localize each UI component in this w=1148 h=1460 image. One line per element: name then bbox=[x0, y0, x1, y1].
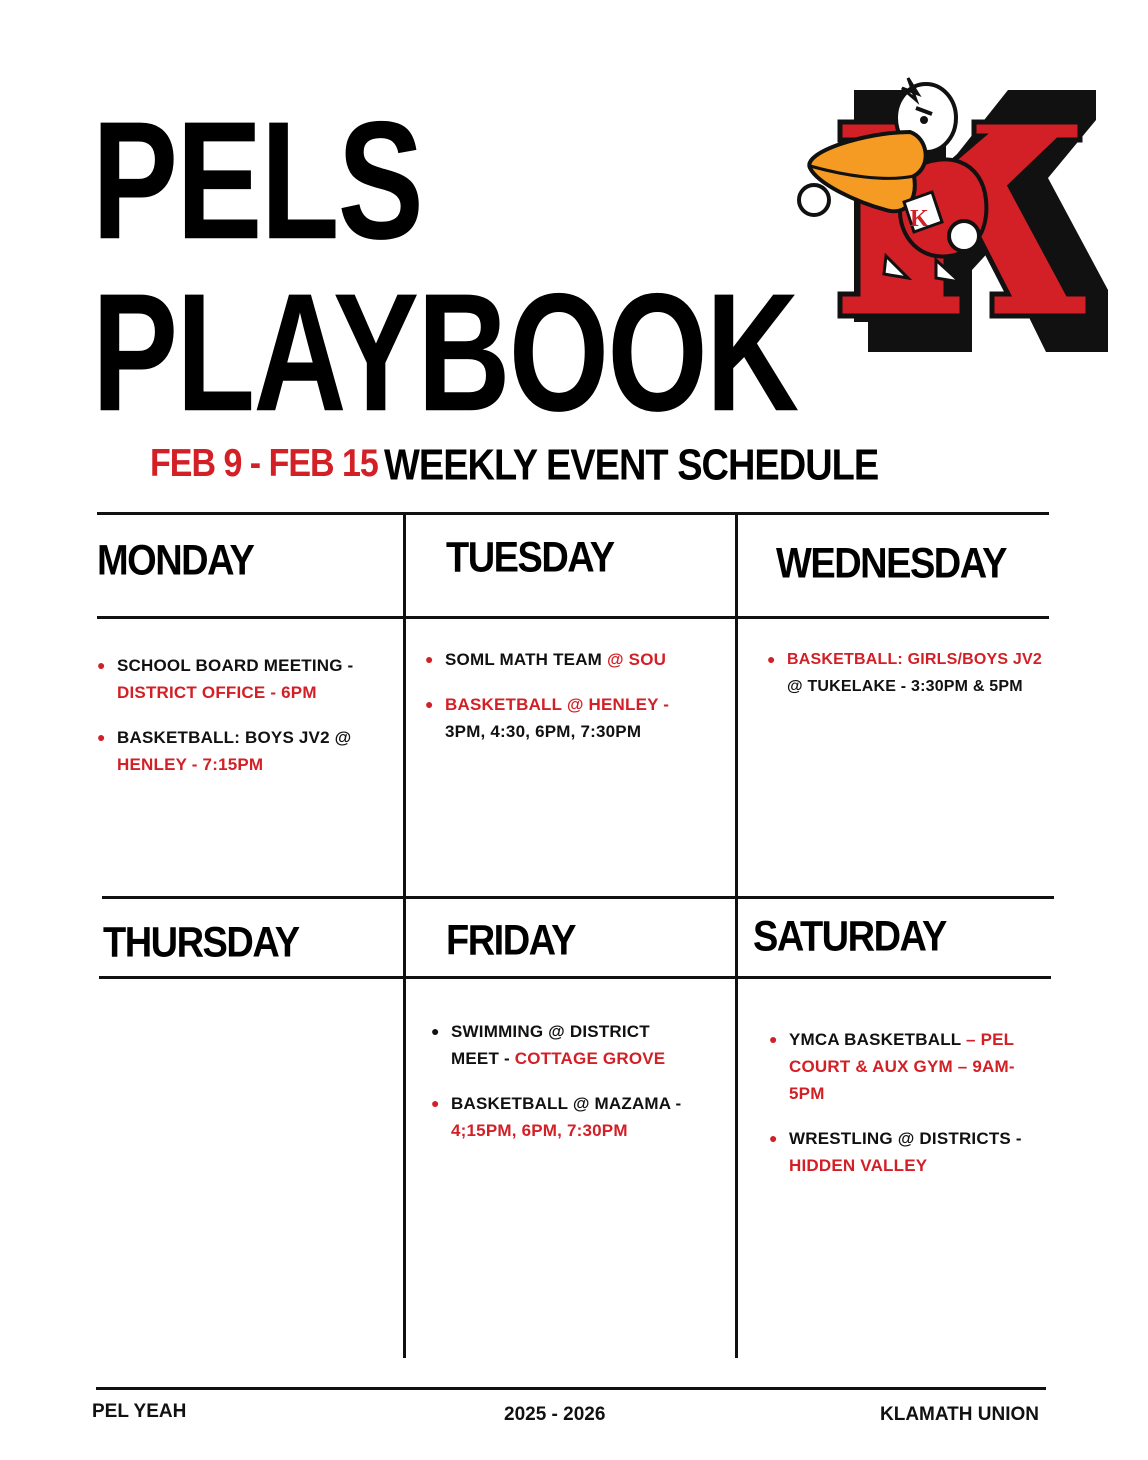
footer-center: 2025 - 2026 bbox=[504, 1404, 606, 1425]
title-line-1: PELS bbox=[92, 85, 423, 275]
bullet-icon: ● bbox=[431, 1023, 440, 1039]
grid-line-middle bbox=[102, 896, 1054, 899]
title-line-2: PLAYBOOK bbox=[92, 257, 798, 447]
day-heading-saturday: SATURDAY bbox=[753, 913, 946, 961]
events-wednesday bbox=[767, 646, 1057, 718]
bullet-icon: ● bbox=[769, 1130, 778, 1146]
bullet-icon: ● bbox=[425, 651, 434, 667]
footer-right: KLAMATH UNION bbox=[880, 1404, 1040, 1425]
footer-line bbox=[96, 1387, 1046, 1390]
list-item: ● BASKETBALL @ HENLEY - 3PM, 4:30, 6PM, 7:30PM bbox=[425, 691, 730, 745]
grid-line-col2 bbox=[735, 514, 738, 1358]
date-range: FEB 9 - FEB 15 bbox=[150, 441, 378, 486]
svg-text:K: K bbox=[910, 206, 929, 232]
day-heading-monday: MONDAY bbox=[97, 537, 254, 585]
bullet-icon: ● bbox=[767, 651, 776, 667]
grid-line-col1 bbox=[403, 514, 406, 1358]
list-item: ● BASKETBALL @ MAZAMA - 4;15PM, 6PM, 7:30PM bbox=[431, 1090, 731, 1144]
day-heading-thursday: THURSDAY bbox=[103, 919, 299, 967]
bullet-icon: ● bbox=[431, 1095, 440, 1111]
bullet-icon: ● bbox=[425, 696, 434, 712]
list-item: ● BASKETBALL: BOYS JV2 @ HENLEY - 7:15PM bbox=[97, 724, 397, 778]
list-item: ● SWIMMING @ DISTRICT MEET - COTTAGE GROVE bbox=[431, 1018, 731, 1072]
grid-line-top bbox=[97, 512, 1049, 515]
bullet-icon: ● bbox=[97, 657, 106, 673]
grid-line-row1-header bbox=[97, 616, 1049, 619]
bullet-icon: ● bbox=[769, 1031, 778, 1047]
schedule-subtitle: WEEKLY EVENT SCHEDULE bbox=[384, 441, 879, 490]
events-monday bbox=[97, 652, 397, 796]
events-friday bbox=[431, 1018, 731, 1162]
bullet-icon: ● bbox=[97, 729, 106, 745]
list-item: ● SCHOOL BOARD MEETING - DISTRICT OFFICE - 6PM bbox=[97, 652, 397, 706]
list-item: ● WRESTLING @ DISTRICTS - HIDDEN VALLEY bbox=[769, 1125, 1059, 1179]
list-item: ● YMCA BASKETBALL – PEL COURT & AUX GYM – 9AM- 5PM bbox=[769, 1026, 1059, 1107]
list-item: ● SOML MATH TEAM @ SOU bbox=[425, 646, 730, 673]
day-heading-friday: FRIDAY bbox=[446, 917, 575, 965]
day-heading-tuesday: TUESDAY bbox=[446, 534, 614, 582]
grid-line-row2-header bbox=[99, 976, 1051, 979]
events-tuesday bbox=[425, 646, 730, 763]
footer-left: PEL YEAH bbox=[92, 1401, 187, 1422]
day-heading-wednesday: WEDNESDAY bbox=[776, 540, 1007, 588]
pelican-mascot-k-logo bbox=[796, 60, 1118, 356]
events-saturday bbox=[769, 1026, 1059, 1197]
list-item: ● BASKETBALL: GIRLS/BOYS JV2 @ TUKELAKE - 3:30PM & 5PM bbox=[767, 646, 1057, 700]
